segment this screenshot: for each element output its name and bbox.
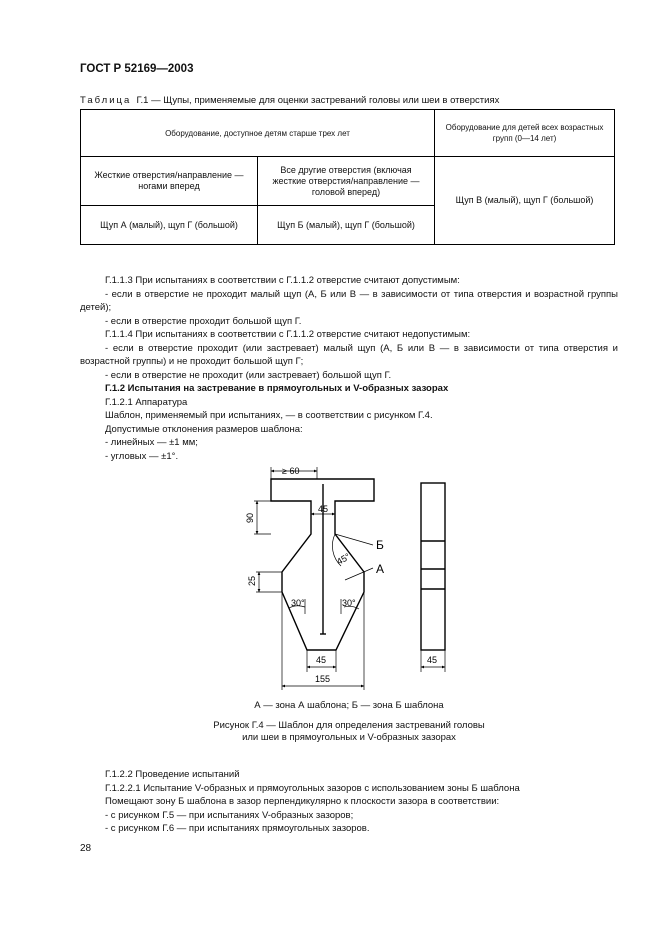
dim-angle-45: 45°	[335, 551, 352, 567]
paragraph: - с рисунком Г.5 — при испытаниях V-образных зазоров;	[105, 809, 354, 821]
paragraph: Допустимые отклонения размеров шаблона:	[105, 423, 303, 435]
figure-caption-line-2: или шеи в прямоугольных и V-образных зазорах	[242, 732, 456, 743]
dim-side: 25	[247, 575, 257, 586]
dim-total: 155	[315, 674, 331, 684]
dim-thickness: 45	[427, 655, 438, 665]
paragraph: - если в отверстие не проходит (или застревает) большой щуп Г.	[105, 369, 392, 381]
dim-angle-right: 30°	[342, 598, 356, 608]
table-cell-2: Щуп Б (малый), щуп Г (большой)	[258, 206, 435, 245]
table-sub-header-1: Жесткие отверстия/направление — ногами вперед	[81, 157, 258, 206]
template-drawing	[232, 462, 462, 694]
probes-table	[80, 109, 615, 245]
dim-bottom: 45	[316, 655, 327, 665]
dim-neck: 45	[318, 504, 329, 514]
paragraph: - угловых — ±1°.	[105, 450, 179, 462]
figure-legend: А — зона А шаблона; Б — зона Б шаблона	[254, 700, 444, 711]
text-block-1	[80, 274, 618, 463]
figure-caption	[80, 720, 618, 744]
dim-left-height: 90	[245, 512, 255, 523]
table-caption-label: Таблица	[80, 95, 132, 106]
section-heading: Г.1.2 Испытания на застревание в прямоугольных и V-образных зазорах	[105, 383, 449, 394]
paragraph: Г.1.2.2.1 Испытание V-образных и прямоугольных зазоров с использованием зоны Б шаблона	[105, 782, 520, 794]
table-cell-right: Щуп В (малый), щуп Г (большой)	[435, 157, 615, 245]
table-sub-header-2: Все другие отверстия (включая жесткие отверстия/направление — головой вперед)	[258, 157, 435, 206]
zone-b-label: Б	[376, 538, 384, 552]
paragraph: Г.1.1.4 При испытаниях в соответствии с Г.1.1.2 отверстие считают недопустимым:	[105, 329, 471, 340]
document-header: ГОСТ Р 52169—2003	[80, 63, 194, 75]
table-head-right: Оборудование для детей всех возрастных групп (0—14 лет)	[435, 110, 615, 157]
paragraph: Г.1.1.3 При испытаниях в соответствии с Г.1.1.2 отверстие считают допустимым:	[105, 275, 460, 286]
side-view	[421, 483, 445, 650]
text-block-2	[80, 768, 618, 836]
table-head-left: Оборудование, доступное детям старше трех лет	[81, 110, 435, 157]
paragraph: - если в отверстие проходит большой щуп Г.	[105, 315, 302, 327]
page-number: 28	[80, 843, 92, 854]
paragraph: Г.1.2.1 Аппаратура	[105, 396, 188, 408]
zone-a-label: А	[376, 562, 385, 576]
table-caption	[80, 95, 499, 106]
paragraph: Шаблон, применяемый при испытаниях, — в соответствии с рисунком Г.4.	[105, 410, 433, 421]
table-caption-text: Г.1 — Щупы, применяемые для оценки застреваний головы или шеи в отверстиях	[136, 95, 500, 106]
paragraph: Г.1.2.2 Проведение испытаний	[105, 769, 240, 780]
table-cell-1: Щуп А (малый), щуп Г (большой)	[81, 206, 258, 245]
paragraph: - линейных — ±1 мм;	[105, 437, 198, 448]
dim-top-width: ≥ 60	[282, 466, 300, 476]
paragraph: - если в отверстие проходит (или застревает) малый щуп (А, Б или В — в зависимости от типа отверстия и возрастной группы) и не проходит большой щуп Г;	[80, 342, 618, 367]
dim-angle-left: 30°	[291, 598, 305, 608]
paragraph: - с рисунком Г.6 — при испытаниях прямоугольных зазоров.	[105, 823, 370, 834]
figure-caption-line-1: Рисунок Г.4 — Шаблон для определения застреваний головы	[213, 720, 485, 731]
paragraph: Помещают зону Б шаблона в зазор перпендикулярно к плоскости зазора в соответствии:	[105, 796, 500, 807]
paragraph: - если в отверстие не проходит малый щуп (А, Б или В — в зависимости от типа отверстия и возрастной группы детей);	[80, 288, 618, 313]
